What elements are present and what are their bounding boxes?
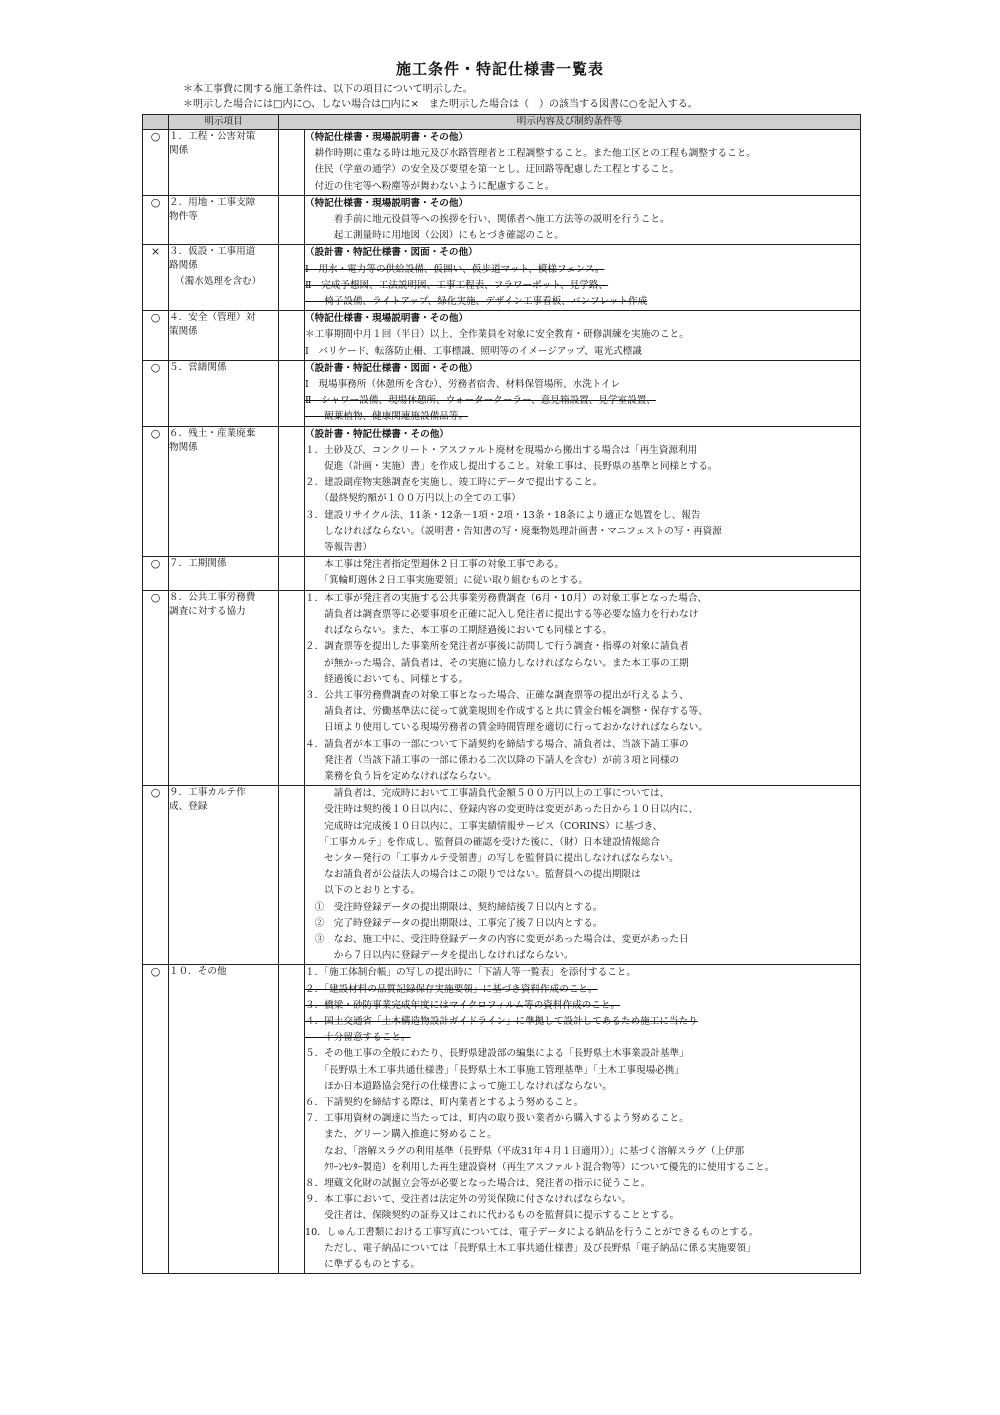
item-label: ２．用地・工事支障 <box>169 196 256 208</box>
row-mark: ○ <box>143 311 169 361</box>
content-line: ６．下請契約を締結する際は、町内業者とするよう努めること。 <box>305 1096 584 1108</box>
content-line: 着手前に地元役員等への挨拶を行い、関係者へ施工方法等の説明を行うこと。 <box>305 214 670 226</box>
content-line: １．「施工体制台帳」の写しの提出時に「下請人等一覧表」を添付すること。 <box>305 967 636 979</box>
content-line: 等報告書） <box>305 542 373 554</box>
content-line: ４．請負者が本工事の一部について下請契約を締結する場合、請負者は、当該下請工事の <box>305 738 689 750</box>
row-item <box>169 426 279 557</box>
item-label: ７．工期関係 <box>169 558 227 570</box>
content-line: 本工事は発注者指定型週休２日工事の対象工事である。 <box>305 559 565 571</box>
item-label: ３．仮設・工事用道 <box>169 246 256 258</box>
content-line: （特記仕様書・現場説明書・その他） <box>305 197 469 209</box>
content-line: しなければならない。（説明書・告知書の写・廃棄物処理計画書・マニフェストの写・再資源 <box>305 525 722 537</box>
content-line: 十分留意すること。 <box>305 1032 411 1044</box>
content-line: ７．工事用資材の調達に当たっては、町内の取り扱い業者から購入するよう努めること。 <box>305 1113 689 1125</box>
content-line: ３．橋梁・砂防事業完成年度にはマイクロフィルム等の資料作成のこと。 <box>305 999 621 1011</box>
content-line: 付近の住宅等へ粉塵等が舞わないように配慮すること。 <box>305 180 555 192</box>
row-content <box>305 360 861 426</box>
content-line: 耕作時期に重なる時は地元及び水路管理者と工程調整すること。また他工区との工程も調整すること。 <box>305 148 756 160</box>
table-row <box>143 245 861 311</box>
table-row <box>143 965 861 1274</box>
row-content <box>305 245 861 311</box>
content-line: 「箕輪町週休２日工事実施要領」に従い取り組むものとする。 <box>305 575 589 587</box>
row-item <box>169 786 279 965</box>
item-label: ９．工事カルテ作 <box>169 787 246 799</box>
item-label: 調査に対する協力 <box>169 605 246 617</box>
table-row <box>143 786 861 965</box>
content-line: が無かった場合、請負者は、その実施に協力しなければならない。また本工事の工期 <box>305 657 689 669</box>
item-label: １．工程・公害対策 <box>169 131 256 142</box>
content-line: 「長野県土木工事共通仕様書」「長野県土木工事施工管理基準」「土木工事現場必携」 <box>305 1064 684 1076</box>
row-item <box>169 311 279 361</box>
row-spacer <box>279 965 305 1274</box>
content-line: ② 完了時登録データの提出期限は、工事完了後７日以内とする。 <box>305 917 603 929</box>
item-label: ６．残土・産業廃棄 <box>169 427 256 439</box>
content-line: ればならない。また、本工事の工期経過後においても同様とする。 <box>305 625 612 637</box>
table-row <box>143 130 861 196</box>
content-line: ① 受注時登録データの提出期限は、契約締結後７日以内とする。 <box>305 901 603 913</box>
row-mark: ○ <box>143 590 169 785</box>
item-label: 関係 <box>169 145 189 156</box>
content-line: （特記仕様書・現場説明書・その他） <box>305 132 469 143</box>
table-row <box>143 360 861 426</box>
row-spacer <box>279 130 305 196</box>
content-line: 請負者は、労働基準法に従って就業規則を作成すると共に賃金台帳を調整・保存する等、 <box>305 706 708 718</box>
content-line: ２．建設副産物実態調査を実施し、竣工時にデータで提出すること。 <box>305 477 603 489</box>
header-content: 明示内容及び制約条件等 <box>279 115 861 130</box>
item-label: 物関係 <box>169 441 198 453</box>
row-item <box>169 130 279 196</box>
item-label: ５．営繕関係 <box>169 361 227 373</box>
item-label: 成、登録 <box>169 801 208 813</box>
note-line: ＊明示した場合には□内に○、しない場合は□内に× また明示した場合は（ ）の該当する図書に○を記入する。 <box>183 99 698 110</box>
table-row <box>143 557 861 590</box>
table-row <box>143 311 861 361</box>
item-label: ８．公共工事労務費 <box>169 591 256 603</box>
header-mark-cell <box>143 115 169 130</box>
row-mark: ○ <box>143 130 169 196</box>
content-line: なお、「溶解スラグの利用基準（長野県（平成31年４月１日適用））」に基づく溶解スラグ（上伊那 <box>305 1145 745 1157</box>
content-line: １．土砂及び、コンクリート・アスファルト廃材を現場から搬出する場合は「再生資源利用 <box>305 444 698 456</box>
table-header-row <box>143 115 861 130</box>
row-spacer <box>279 195 305 245</box>
content-line: ただし、電子納品については「長野県土木工事共通仕様書」及び長野県「電子納品に係る実施要領」 <box>305 1242 756 1254</box>
content-line: に準ずるものとする。 <box>305 1259 421 1271</box>
table-row <box>143 426 861 557</box>
row-mark: ○ <box>143 786 169 965</box>
content-line: ３．公共工事労務費調査の対象工事となった場合、正確な調査票等の提出が行えるよう、 <box>305 689 689 701</box>
row-spacer <box>279 786 305 965</box>
content-line: 受注者は、保険契約の証券又はこれに代わるものを監督員に提示することとする。 <box>305 1210 680 1222</box>
content-line: Ⅰ バリケード、転落防止柵、工事標識、照明等のイメージアップ、電光式標識 <box>305 345 642 357</box>
row-item <box>169 195 279 245</box>
row-item <box>169 245 279 311</box>
content-line: （特記仕様書・現場説明書・その他） <box>305 313 469 325</box>
content-line: Ⅱ シャワー設備、現場休憩所、ウォータークーラー、意見箱設置、見学室設置、 <box>305 395 656 407</box>
table-row <box>143 195 861 245</box>
content-line: ほか日本道路協会発行の仕様書によって施工しなければならない。 <box>305 1080 612 1092</box>
content-line: ５．その他工事の全般にわたり、長野県建設部の編集による「長野県土木事業設計基準」 <box>305 1048 689 1060</box>
content-line: 請負者は、完成時において工事請負代金額５００万円以上の工事については、 <box>305 788 670 800</box>
content-line: ３．建設リサイクル法、11条・12条－1項・2項・13条・18条により適正な処置をし、報告 <box>305 509 701 521</box>
content-line: 「工事カルテ」を作成し、監督員の確認を受けた後に、（財）日本建設情報総合 <box>305 836 660 848</box>
content-line: ｸﾘｰﾝｾﾝﾀｰ製造）を利用した再生建設資材（再生アスファルト混合物等）について優先的に使用すること。 <box>305 1161 775 1173</box>
row-mark: ○ <box>143 557 169 590</box>
content-line: から７日以内に登録データを提出しなければならない。 <box>305 950 574 962</box>
row-mark: ○ <box>143 360 169 426</box>
header-item: 明示項目 <box>169 115 279 130</box>
content-line: ８．埋蔵文化財の試掘立会等が必要となった場合は、発注者の指示に従うこと。 <box>305 1178 651 1189</box>
content-line: （設計書・特記仕様書・図面・その他） <box>305 247 478 259</box>
item-label: 路関係 <box>169 260 198 272</box>
content-line: ２．調査票等を提出した事業所を発注者が事後に訪問して行う調査・指導の対象に請負者 <box>305 641 689 653</box>
row-spacer <box>279 311 305 361</box>
row-content <box>305 130 861 196</box>
content-line: また、グリーン購入推進に努めること。 <box>305 1129 497 1141</box>
conditions-table <box>142 114 861 1274</box>
content-line: １．本工事が発注者の実施する公共事業労務費調査（6月・10月）の対象工事となった場合、 <box>305 592 708 604</box>
content-line: 受注時は契約後１０日以内に、登録内容の変更時は変更があった日から１０日以内に、 <box>305 804 699 816</box>
content-line: （最終契約額が１００万円以上の全ての工事） <box>305 493 521 505</box>
row-content <box>305 786 861 965</box>
content-line: ４．国土交通省「土木構造物設計ガイドライン」に準拠して設計してあるため施工に当たり <box>305 1015 698 1027</box>
content-line: ＊工事期間中月１回（半日）以上、全作業員を対象に安全教育・研修訓練を実施のこと。 <box>305 329 689 341</box>
content-line: 起工測量時に用地図（公図）にもとづき確認のこと。 <box>305 230 564 242</box>
row-content <box>305 965 861 1274</box>
content-line: なお請負者が公益法人の場合はこの限りではない。監督員への提出期限は <box>305 869 641 881</box>
content-line: Ⅰ 現場事務所（休憩所を含む）、労務者宿舎、材料保管場所、水洗トイレ <box>305 379 621 391</box>
note-line: ＊本工事費に関する施工条件は、以下の項目について明示した。 <box>183 84 473 95</box>
row-spacer <box>279 426 305 557</box>
row-item <box>169 965 279 1274</box>
row-spacer <box>279 360 305 426</box>
row-content <box>305 311 861 361</box>
item-label: 物件等 <box>169 210 198 222</box>
content-line: 日頃より使用している現場労務者の賃金時間管理を適切に行っておかなければならない。 <box>305 722 708 734</box>
content-line: 完成時は完成後１０日以内に、工事実績情報サービス（CORINS）に基づき、 <box>305 820 663 832</box>
content-line: （設計書・特記仕様書・図面・その他） <box>305 362 478 374</box>
content-line: 観葉植物、健康関連施設備品等。 <box>305 411 469 423</box>
content-line: 請負者は調査票等に必要事項を正確に記入し発注者に提出する等必要な協力を行わなけ <box>305 608 699 620</box>
row-spacer <box>279 590 305 785</box>
item-label: １０．その他 <box>169 966 227 978</box>
row-spacer <box>279 245 305 311</box>
row-content <box>305 590 861 785</box>
content-line: （設計書・特記仕様書・その他） <box>305 428 449 440</box>
row-mark: × <box>143 245 169 311</box>
item-label: 策関係 <box>169 326 198 338</box>
row-item <box>169 590 279 785</box>
row-content <box>305 557 861 590</box>
row-mark: ○ <box>143 426 169 557</box>
row-item <box>169 360 279 426</box>
content-line: 促進（計画・実施）書」を作成し提出すること。対象工事は、長野県の基準と同様とする。 <box>305 461 718 473</box>
table-body <box>143 130 861 1274</box>
content-line: センター発行の「工事カルテ受領書」の写しを監督員に提出しなければならない。 <box>305 852 679 864</box>
row-item <box>169 557 279 590</box>
row-spacer <box>279 557 305 590</box>
content-line: 住民（学童の通学）の安全及び要望を第一とし、迂回路等配慮した工程とすること。 <box>305 164 680 176</box>
item-label: ４．安全（管理）対 <box>169 312 256 324</box>
content-line: 以下のとおりとする。 <box>305 885 421 897</box>
table-row <box>143 590 861 785</box>
content-line: 10．しゅん工書類における工事写真については、電子データによる納品を行うことができるものとする。 <box>305 1226 759 1238</box>
content-line: 発注者（当該下請工事の一部に係わる二次以降の下請人を含む）が前３項と同様の <box>305 754 680 766</box>
row-content <box>305 426 861 557</box>
content-line: 業務を負う旨を定めなければならない。 <box>305 770 497 782</box>
content-line: ③ なお、施工中に、受注時登録データの内容に変更があった場合は、変更があった日 <box>305 933 689 945</box>
row-content <box>305 195 861 245</box>
content-line: Ⅰ 用水・電力等の供給設備、仮囲い、仮歩道マット、模様フェンス。 <box>305 263 605 275</box>
content-line: ９．本工事において、受注者は法定外の労災保険に付さなければならない。 <box>305 1194 631 1206</box>
content-line: Ⅱ 完成予想図、工法説明図、工事工程表、フラワーポット、見学路、 <box>305 279 609 291</box>
page-title: 施工条件・特記仕様書一覧表 <box>395 60 604 78</box>
row-mark: ○ <box>143 965 169 1274</box>
content-line: 椅子設備、ライトアップ、緑化実施、デザイン工事看板、パンフレット作成 <box>305 296 648 308</box>
row-mark: ○ <box>143 195 169 245</box>
item-sublabel: （濁水処理を含む） <box>175 276 262 288</box>
content-line: ２．「建設材料の品質記録保存実施要領」に基づき資料作成のこと。 <box>305 983 598 995</box>
content-line: 経過後においても、同様とする。 <box>305 673 469 685</box>
